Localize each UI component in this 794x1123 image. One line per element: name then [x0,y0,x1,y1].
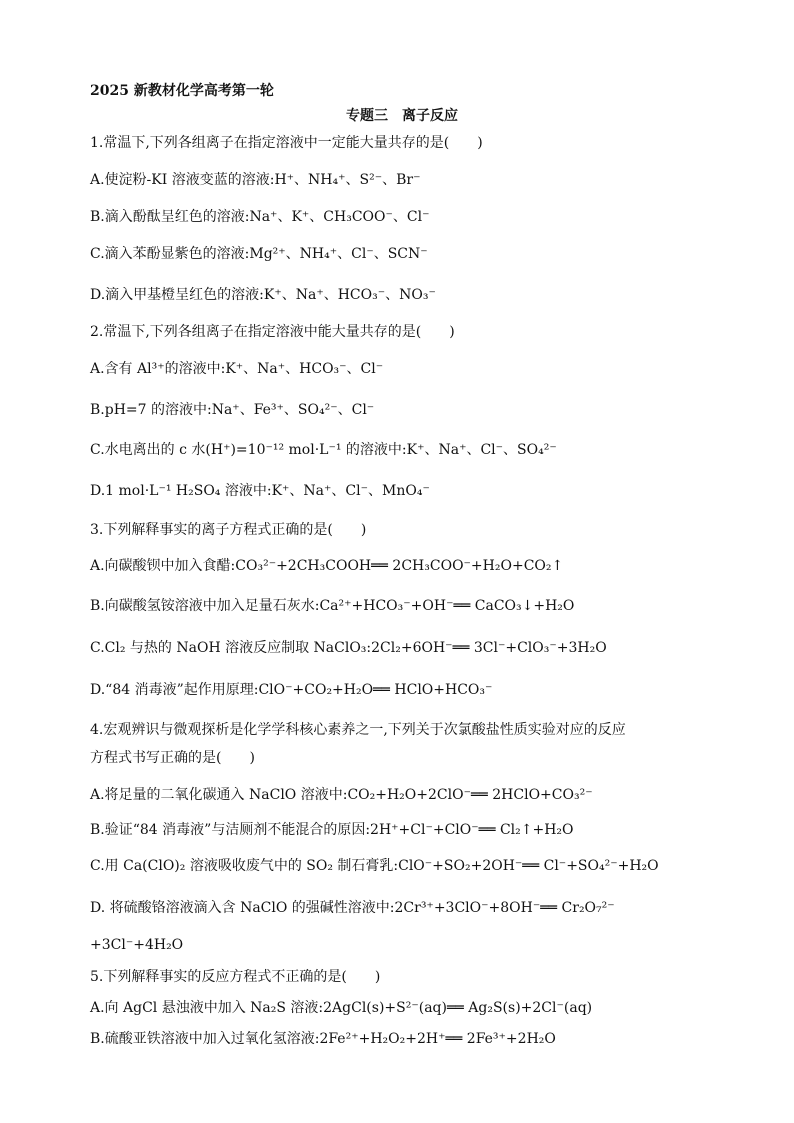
text-line: D.“84 消毒液”起作用原理:ClO⁻+CO₂+H₂O══ HClO+HCO₃⁻ [90,682,493,698]
text-line: B.pH=7 的溶液中:Na⁺、Fe³⁺、SO₄²⁻、Cl⁻ [90,402,375,418]
text-line: B.验证“84 消毒液”与洁厕剂不能混合的原因:2H⁺+Cl⁻+ClO⁻══ Cl₂↑+H₂O [90,822,574,838]
text-line: 3.下列解释事实的离子方程式正确的是( ) [90,522,367,538]
text-line: D.滴入甲基橙呈红色的溶液:K⁺、Na⁺、HCO₃⁻、NO₃⁻ [90,287,436,303]
text-line: 1.常温下,下列各组离子在指定溶液中一定能大量共存的是( ) [90,135,483,151]
text-line: A.向 AgCl 悬浊液中加入 Na₂S 溶液:2AgCl(s)+S²⁻(aq)══ Ag₂S(s)+2Cl⁻(aq) [90,1000,593,1016]
text-line: D. 将硫酸铬溶液滴入含 NaClO 的强碱性溶液中:2Cr³⁺+3ClO⁻+8OH⁻══ Cr₂O₇²⁻ [90,900,615,916]
text-line: B.硫酸亚铁溶液中加入过氧化氢溶液:2Fe²⁺+H₂O₂+2H⁺══ 2Fe³⁺+2H₂O [90,1031,556,1047]
text-line: A.将足量的二氧化碳通入 NaClO 溶液中:CO₂+H₂O+2ClO⁻══ 2HClO+CO₃²⁻ [90,787,593,803]
text-line: B.向碳酸氢铵溶液中加入足量石灰水:Ca²⁺+HCO₃⁻+OH⁻══ CaCO₃↓+H₂O [90,598,575,614]
text-line: 5.下列解释事实的反应方程式不正确的是( ) [90,969,381,985]
text-line: A.向碳酸钡中加入食醋:CO₃²⁻+2CH₃COOH══ 2CH₃COO⁻+H₂O+CO₂↑ [90,558,564,574]
text-line: A.含有 Al³⁺的溶液中:K⁺、Na⁺、HCO₃⁻、Cl⁻ [90,361,384,377]
text-line: D.1 mol·L⁻¹ H₂SO₄ 溶液中:K⁺、Na⁺、Cl⁻、MnO₄⁻ [90,483,430,499]
text-line: C.水电离出的 c 水(H⁺)=10⁻¹² mol·L⁻¹ 的溶液中:K⁺、Na⁺、Cl⁻、SO₄²⁻ [90,442,557,458]
text-line: 方程式书写正确的是( ) [90,750,255,766]
text-line: C.用 Ca(ClO)₂ 溶液吸收废气中的 SO₂ 制石膏乳:ClO⁻+SO₂+2OH⁻══ Cl⁻+SO₄²⁻+H₂O [90,858,659,874]
text-line: 4.宏观辨识与微观探析是化学学科核心素养之一,下列关于次氯酸盐性质实验对应的反应 [90,722,626,738]
section-title: 专题三 离子反应 [346,108,458,124]
text-line: A.使淀粉-KI 溶液变蓝的溶液:H⁺、NH₄⁺、S²⁻、Br⁻ [90,172,421,188]
text-line: 2.常温下,下列各组离子在指定溶液中能大量共存的是( ) [90,324,455,340]
document-header: 2025 新教材化学高考第一轮 [90,83,274,99]
text-line: +3Cl⁻+4H₂O [90,937,184,953]
text-line: C.滴入苯酚显紫色的溶液:Mg²⁺、NH₄⁺、Cl⁻、SCN⁻ [90,246,428,262]
text-line: C.Cl₂ 与热的 NaOH 溶液反应制取 NaClO₃:2Cl₂+6OH⁻══ 3Cl⁻+ClO₃⁻+3H₂O [90,640,607,656]
text-line: B.滴入酚酞呈红色的溶液:Na⁺、K⁺、CH₃COO⁻、Cl⁻ [90,209,430,225]
